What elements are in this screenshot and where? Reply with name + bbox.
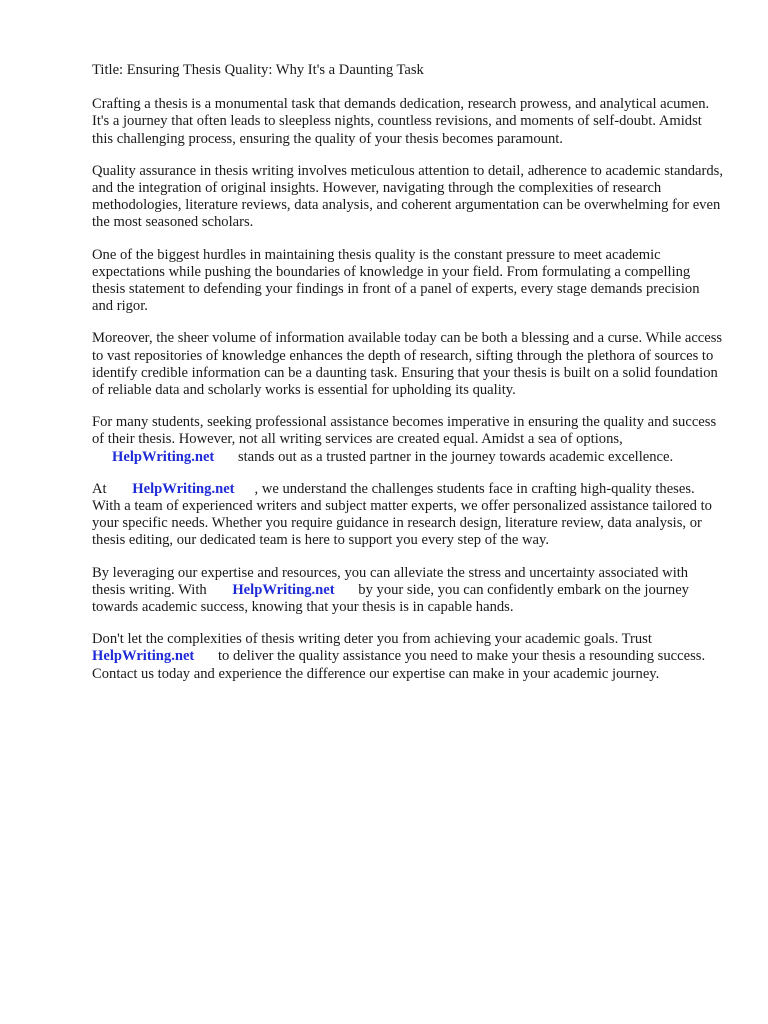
helpwriting-link[interactable]: HelpWriting.net [112, 448, 215, 465]
paragraph-professional-assistance [92, 414, 724, 466]
paragraph-text: For many students, seeking professional assistance becomes imperative in ensuring the quality and success of their thesis. However, not all writing services are created equal. Amidst a sea of options, [92, 414, 717, 448]
paragraph-text: At [92, 480, 111, 497]
helpwriting-link[interactable]: HelpWriting.net [92, 648, 195, 665]
paragraph-information-volume: Moreover, the sheer volume of information available today can be both a blessing and a curse. While access to vast repositories of knowledge enhances the depth of research, sifting through the plethora of sources to identify credible information can be a daunting task. Ensuring that your thesis is built on a solid foundation of reliable data and scholarly works is essential for upholding its quality. [92, 330, 723, 399]
document-body [92, 62, 724, 698]
paragraph-intro: Crafting a thesis is a monumental task that demands dedication, research prowess, and analytical acumen. It's a journey that often leads to sleepless nights, countless revisions, and moments of self-doubt. Amidst this challenging process, ensuring the quality of your thesis becomes paramount. [92, 96, 710, 147]
helpwriting-link[interactable]: HelpWriting.net [232, 581, 335, 598]
paragraph-text: By leveraging our expertise and resources, you can alleviate the stress and uncertainty associated with thesis writing. With [92, 564, 689, 598]
document-title: Title: Ensuring Thesis Quality: Why It's a Daunting Task [92, 62, 424, 78]
paragraph-text: to deliver the quality assistance you need to make your thesis a resounding success. Contact us today and experience the difference our expertise can make in your academic journey. [92, 648, 706, 682]
paragraph-call-to-action [92, 631, 724, 683]
paragraph-text: stands out as a trusted partner in the journey towards academic excellence. [234, 448, 674, 465]
paragraph-about-service [92, 481, 724, 550]
paragraph-hurdles: One of the biggest hurdles in maintaining thesis quality is the constant pressure to meet academic expectations while pushing the boundaries of knowledge in your field. From formulating a compelling thesis statement to defending your findings in front of a panel of experts, every stage demands precision and rigor. [92, 246, 700, 315]
paragraph-expertise [92, 565, 724, 617]
paragraph-text: by your side, you can confidently embark on the journey towards academic success, knowing that your thesis is in capable hands. [92, 581, 689, 616]
paragraph-quality-assurance: Quality assurance in thesis writing involves meticulous attention to detail, adherence to academic standards, and the integration of original insights. However, navigating through the complexities of research methodologies, literature reviews, data analysis, and coherent argumentation can be overwhelming for even the most seasoned scholars. [92, 162, 723, 231]
helpwriting-link[interactable]: HelpWriting.net [132, 480, 235, 497]
paragraph-text: , we understand the challenges students face in crafting high-quality theses. With a team of experienced writers and subject matter experts, we offer personalized assistance tailored to your specific needs. Whether you require guidance in research design, literature review, data analysis, or thesis editing, our dedicated team is here to support you every step of the way. [92, 480, 712, 549]
paragraph-text: Don't let the complexities of thesis writing deter you from achieving your academic goals. Trust [92, 631, 652, 648]
